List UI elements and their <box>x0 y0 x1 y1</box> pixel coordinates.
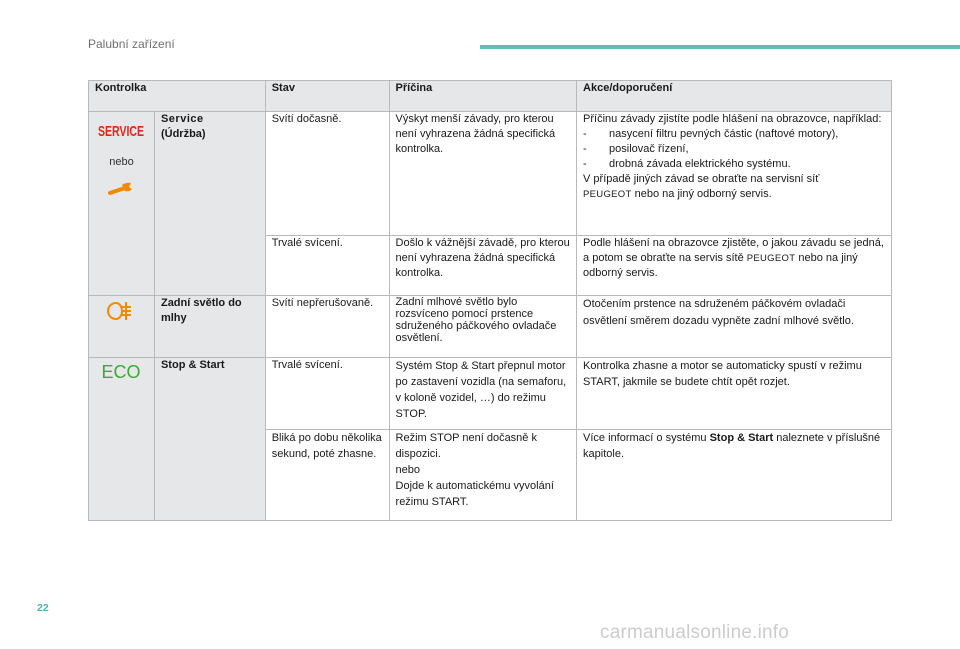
section-title: Palubní zařízení <box>88 37 175 51</box>
table-row <box>89 112 892 236</box>
stopstart-akce-1: Kontrolka zhasne a motor se automaticky spustí v režimu START, jakmile se budete chtít opět rozjet. <box>577 358 892 430</box>
eco-icon-cell <box>89 358 155 521</box>
table-row <box>89 296 892 358</box>
stopstart-akce-2: Více informací o systému Stop & Start naleznete v příslušné kapitole. <box>577 430 892 521</box>
service-stav-1: Svítí dočasně. <box>265 112 389 236</box>
service-akce-2: Podle hlášení na obrazovce zjistěte, o jakou závadu se jedná, a potom se obraťte na servis sítě PEUGEOT nebo na jiný odborný servis. <box>577 236 892 296</box>
rear-fog-light-icon <box>108 300 134 322</box>
header-pricina: Příčina <box>389 81 577 112</box>
stopstart-pricina-1: Systém Stop & Start přepnul motor po zastavení vozidla (na semaforu, v koloně vozidel, …) do režimu STOP. <box>389 358 577 430</box>
service-akce-intro: Příčinu závady zjistíte podle hlášení na obrazovce, například: <box>583 113 882 125</box>
stopstart-pricina-2: Režim STOP není dočasně k dispozici. nebo Dojde k automatickému vyvolání režimu START. <box>389 430 577 521</box>
service-pricina-1: Výskyt menší závady, pro kterou není vyhrazena žádná specifická kontrolka. <box>389 112 577 236</box>
service-stav-2: Trvalé svícení. <box>265 236 389 296</box>
stopstart-bold: Stop & Start <box>709 432 774 444</box>
fog-pricina: Zadní mlhové světlo bylo rozsvíceno pomocí prstence sdruženého páčkového ovladače osvětlení. <box>389 296 577 358</box>
header-kontrolka: Kontrolka <box>89 81 266 112</box>
eco-icon-text: ECO <box>101 362 141 382</box>
service-name-translation: (Údržba) <box>160 128 206 140</box>
wrench-icon <box>108 182 134 196</box>
brand-name: PEUGEOT <box>746 253 796 264</box>
header-akce: Akce/doporučení <box>577 81 892 112</box>
service-name: Service <box>160 113 204 125</box>
warning-lights-table <box>88 80 892 521</box>
watermark: carmanualsonline.info <box>600 622 790 643</box>
service-pricina-2: Došlo k vážnější závadě, pro kterou není vyhrazena žádná specifická kontrolka. <box>389 236 577 296</box>
list-item: - drobná závada elektrického systému. <box>583 158 791 170</box>
nebo-label: nebo <box>109 156 134 168</box>
list-item: - nasycení filtru pevných částic (naftové motory), <box>583 128 839 140</box>
service-akce-1 <box>577 112 892 236</box>
eco-stop-start-icon <box>99 362 143 382</box>
service-akce-outro: V případě jiných závad se obraťte na servisní síť PEUGEOT nebo na jiný odborný servis. <box>583 173 820 200</box>
fog-stav: Svítí nepřerušovaně. <box>265 296 389 358</box>
table-row <box>89 358 892 430</box>
stopstart-name: Stop & Start <box>154 358 265 521</box>
fog-akce: Otočením prstence na sdruženém páčkovém ovladači osvětlení směrem dozadu vypněte zadní mlhové světlo. <box>577 296 892 358</box>
brand-name: PEUGEOT <box>583 189 632 200</box>
stopstart-stav-2: Bliká po dobu několika sekund, poté zhasne. <box>265 430 389 521</box>
service-warning-icon <box>97 122 145 140</box>
service-icon-cell <box>89 112 155 296</box>
fog-name: Zadní světlo do mlhy <box>154 296 265 358</box>
service-name-cell <box>154 112 265 296</box>
header-accent-bar <box>480 45 960 49</box>
header-stav: Stav <box>265 81 389 112</box>
page-number: 22 <box>37 602 49 614</box>
fog-icon-cell <box>89 296 155 358</box>
service-icon-text: SERVICE <box>98 123 145 140</box>
list-item: - posilovač řízení, <box>583 143 689 155</box>
stopstart-stav-1: Trvalé svícení. <box>265 358 389 430</box>
table-header-row <box>89 81 892 112</box>
